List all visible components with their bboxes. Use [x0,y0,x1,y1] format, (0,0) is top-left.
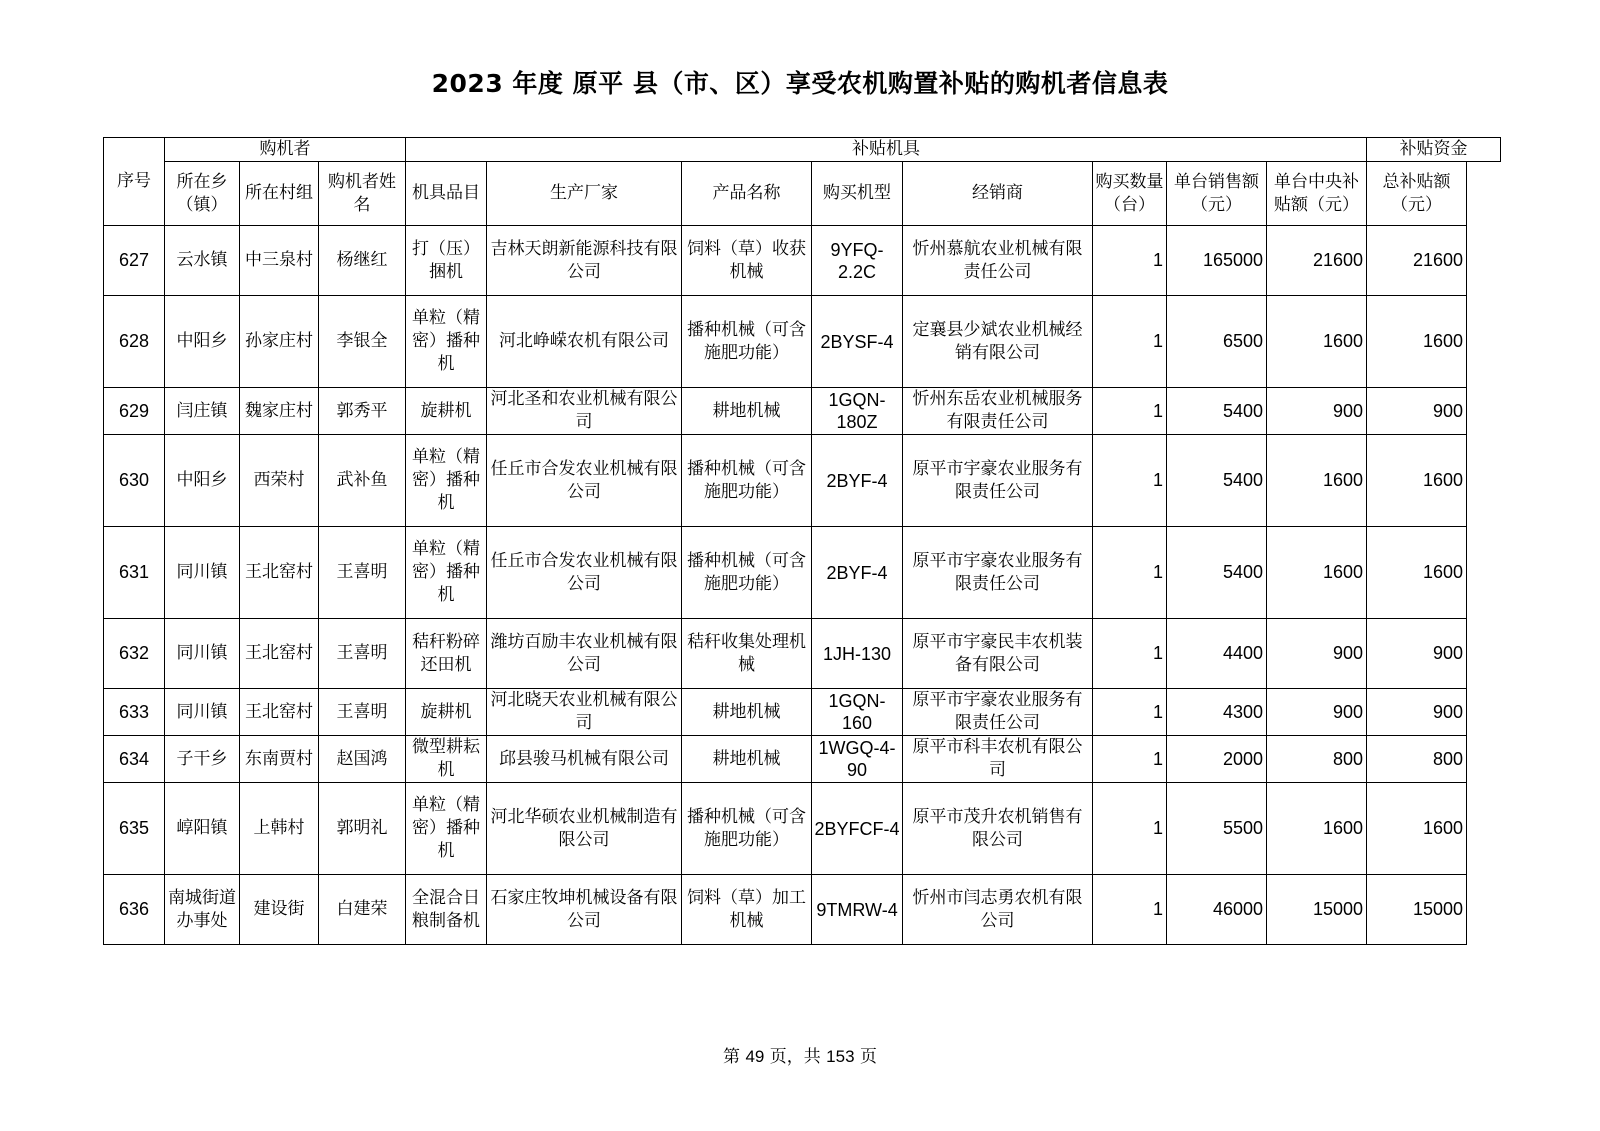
cell-dealer: 忻州东岳农业机械服务有限责任公司 [903,388,1093,435]
cell-town: 子干乡 [165,736,240,783]
cell-category: 单粒（精密）播种机 [406,527,487,619]
cell-village: 孙家庄村 [240,296,319,388]
cell-qty: 1 [1093,296,1167,388]
cell-maker: 潍坊百励丰农业机械有限公司 [487,619,682,689]
cell-qty: 1 [1093,619,1167,689]
cell-name: 赵国鸿 [319,736,406,783]
cell-category: 微型耕耘机 [406,736,487,783]
cell-model: 2BYFCF-4 [812,783,903,875]
cell-no: 636 [104,875,165,945]
cell-product: 播种机械（可含施肥功能） [682,783,812,875]
cell-central: 15000 [1267,875,1367,945]
cell-central: 900 [1267,689,1367,736]
cell-price: 5400 [1167,435,1267,527]
cell-dealer: 原平市宇豪农业服务有限责任公司 [903,689,1093,736]
cell-model: 1GQN-160 [812,689,903,736]
cell-qty: 1 [1093,435,1167,527]
group-header-funds: 补贴资金 [1367,138,1501,162]
group-header-machine: 补贴机具 [406,138,1367,162]
cell-maker: 石家庄牧坤机械设备有限公司 [487,875,682,945]
cell-category: 单粒（精密）播种机 [406,783,487,875]
cell-qty: 1 [1093,226,1167,296]
col-header-product: 产品名称 [682,162,812,226]
cell-price: 6500 [1167,296,1267,388]
cell-central: 1600 [1267,296,1367,388]
cell-model: 1WGQ-4-90 [812,736,903,783]
cell-name: 王喜明 [319,619,406,689]
cell-model: 1JH-130 [812,619,903,689]
cell-product: 耕地机械 [682,388,812,435]
cell-name: 李银全 [319,296,406,388]
cell-qty: 1 [1093,527,1167,619]
cell-no: 627 [104,226,165,296]
group-header-buyer: 购机者 [165,138,406,162]
cell-category: 打（压）捆机 [406,226,487,296]
col-header-total: 总补贴额（元） [1367,162,1467,226]
table-row [104,226,1501,296]
cell-central: 1600 [1267,783,1367,875]
cell-category: 旋耕机 [406,388,487,435]
cell-price: 46000 [1167,875,1267,945]
cell-total: 900 [1367,388,1467,435]
cell-dealer: 原平市宇豪农业服务有限责任公司 [903,435,1093,527]
cell-town: 中阳乡 [165,435,240,527]
cell-model: 9TMRW-4 [812,875,903,945]
cell-central: 21600 [1267,226,1367,296]
cell-price: 4400 [1167,619,1267,689]
cell-central: 1600 [1267,527,1367,619]
col-header-dealer: 经销商 [903,162,1093,226]
cell-maker: 河北峥嵘农机有限公司 [487,296,682,388]
cell-total: 21600 [1367,226,1467,296]
cell-dealer: 忻州市闫志勇农机有限公司 [903,875,1093,945]
cell-village: 西荣村 [240,435,319,527]
col-header-town: 所在乡（镇） [165,162,240,226]
table-row [104,689,1501,736]
cell-price: 165000 [1167,226,1267,296]
cell-no: 630 [104,435,165,527]
col-header-category: 机具品目 [406,162,487,226]
table-row [104,435,1501,527]
col-header-central: 单台中央补贴额（元） [1267,162,1367,226]
cell-total: 1600 [1367,527,1467,619]
cell-total: 1600 [1367,296,1467,388]
cell-no: 634 [104,736,165,783]
cell-village: 王北窑村 [240,619,319,689]
cell-town: 崞阳镇 [165,783,240,875]
cell-maker: 邱县骏马机械有限公司 [487,736,682,783]
cell-town: 中阳乡 [165,296,240,388]
subsidy-table [103,137,1501,945]
cell-town: 同川镇 [165,527,240,619]
cell-product: 播种机械（可含施肥功能） [682,435,812,527]
cell-village: 王北窑村 [240,527,319,619]
cell-price: 5500 [1167,783,1267,875]
cell-qty: 1 [1093,875,1167,945]
cell-central: 900 [1267,619,1367,689]
cell-qty: 1 [1093,736,1167,783]
cell-price: 4300 [1167,689,1267,736]
cell-total: 1600 [1367,783,1467,875]
cell-category: 秸秆粉碎还田机 [406,619,487,689]
cell-price: 5400 [1167,388,1267,435]
cell-category: 单粒（精密）播种机 [406,296,487,388]
cell-no: 629 [104,388,165,435]
cell-maker: 河北华硕农业机械制造有限公司 [487,783,682,875]
cell-town: 云水镇 [165,226,240,296]
cell-no: 635 [104,783,165,875]
cell-no: 628 [104,296,165,388]
cell-dealer: 忻州慕航农业机械有限责任公司 [903,226,1093,296]
col-header-model: 购买机型 [812,162,903,226]
cell-total: 15000 [1367,875,1467,945]
col-header-qty: 购买数量（台） [1093,162,1167,226]
col-header-no: 序号 [104,138,165,226]
footer-prefix: 第 [723,1047,746,1067]
cell-name: 白建荣 [319,875,406,945]
cell-name: 郭秀平 [319,388,406,435]
cell-maker: 吉林天朗新能源科技有限公司 [487,226,682,296]
cell-product: 播种机械（可含施肥功能） [682,296,812,388]
cell-village: 东南贾村 [240,736,319,783]
cell-dealer: 原平市宇豪农业服务有限责任公司 [903,527,1093,619]
col-header-price: 单台销售额（元） [1167,162,1267,226]
cell-product: 饲料（草）收获机械 [682,226,812,296]
cell-product: 耕地机械 [682,689,812,736]
cell-qty: 1 [1093,689,1167,736]
col-header-name: 购机者姓名 [319,162,406,226]
cell-category: 全混合日粮制备机 [406,875,487,945]
cell-maker: 河北晓天农业机械有限公司 [487,689,682,736]
cell-model: 1GQN-180Z [812,388,903,435]
cell-model: 9YFQ-2.2C [812,226,903,296]
cell-village: 建设街 [240,875,319,945]
cell-total: 1600 [1367,435,1467,527]
table-row [104,619,1501,689]
cell-maker: 河北圣和农业机械有限公司 [487,388,682,435]
table-row [104,783,1501,875]
cell-central: 1600 [1267,435,1367,527]
cell-model: 2BYF-4 [812,435,903,527]
cell-village: 魏家庄村 [240,388,319,435]
cell-town: 南城街道办事处 [165,875,240,945]
cell-dealer: 原平市茂升农机销售有限公司 [903,783,1093,875]
cell-town: 同川镇 [165,619,240,689]
cell-name: 武补鱼 [319,435,406,527]
cell-product: 饲料（草）加工机械 [682,875,812,945]
table-row [104,875,1501,945]
footer-middle: 页，共 [764,1047,827,1067]
cell-name: 王喜明 [319,527,406,619]
page-footer [0,1042,1600,1067]
table-row [104,296,1501,388]
cell-dealer: 原平市科丰农机有限公司 [903,736,1093,783]
cell-category: 单粒（精密）播种机 [406,435,487,527]
cell-dealer: 定襄县少斌农业机械经销有限公司 [903,296,1093,388]
cell-model: 2BYF-4 [812,527,903,619]
cell-village: 上韩村 [240,783,319,875]
page-title: 2023 年度 原平 县（市、区）享受农机购置补贴的购机者信息表 [431,69,1169,98]
cell-maker: 任丘市合发农业机械有限公司 [487,527,682,619]
cell-price: 2000 [1167,736,1267,783]
col-header-maker: 生产厂家 [487,162,682,226]
footer-total-pages: 153 [826,1047,855,1066]
cell-product: 播种机械（可含施肥功能） [682,527,812,619]
cell-price: 5400 [1167,527,1267,619]
cell-central: 900 [1267,388,1367,435]
cell-dealer: 原平市宇豪民丰农机装备有限公司 [903,619,1093,689]
cell-village: 中三泉村 [240,226,319,296]
cell-no: 633 [104,689,165,736]
cell-maker: 任丘市合发农业机械有限公司 [487,435,682,527]
cell-product: 秸秆收集处理机械 [682,619,812,689]
cell-qty: 1 [1093,783,1167,875]
cell-name: 王喜明 [319,689,406,736]
footer-page-number: 49 [745,1047,765,1066]
table-row [104,527,1501,619]
col-header-village: 所在村组 [240,162,319,226]
cell-product: 耕地机械 [682,736,812,783]
cell-central: 800 [1267,736,1367,783]
footer-suffix: 页 [854,1047,877,1067]
cell-model: 2BYSF-4 [812,296,903,388]
cell-total: 900 [1367,619,1467,689]
cell-total: 900 [1367,689,1467,736]
table-row [104,388,1501,435]
cell-town: 同川镇 [165,689,240,736]
cell-town: 闫庄镇 [165,388,240,435]
cell-name: 郭明礼 [319,783,406,875]
cell-total: 800 [1367,736,1467,783]
table-row [104,736,1501,783]
cell-category: 旋耕机 [406,689,487,736]
cell-qty: 1 [1093,388,1167,435]
cell-no: 632 [104,619,165,689]
cell-village: 王北窑村 [240,689,319,736]
cell-no: 631 [104,527,165,619]
cell-name: 杨继红 [319,226,406,296]
